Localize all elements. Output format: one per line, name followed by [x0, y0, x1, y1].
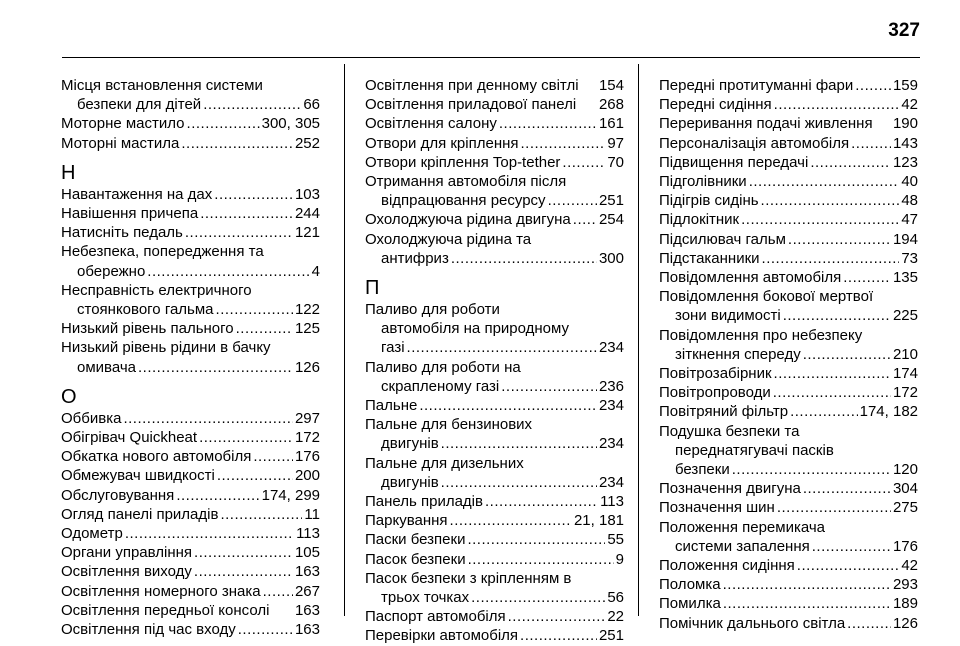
- entry-term: Освітлення передньої консолі: [61, 601, 270, 619]
- entry-page-ref[interactable]: 55: [607, 531, 624, 549]
- index-letter-heading: П: [365, 277, 380, 300]
- index-entry: [659, 76, 918, 95]
- entry-term: Освітлення під час входу: [61, 621, 236, 639]
- entry-page-ref[interactable]: 113: [600, 493, 624, 511]
- entry-page-ref[interactable]: 163: [294, 601, 320, 619]
- entry-term: Переривання подачі живлення: [659, 115, 873, 133]
- index-entry: [61, 428, 320, 447]
- column-divider: [344, 64, 345, 616]
- entry-term: Місця встановлення системи: [61, 77, 263, 94]
- entry-term: Подушка безпеки та: [659, 422, 800, 440]
- entry-page-ref[interactable]: 163: [294, 563, 320, 581]
- dot-leader: [762, 249, 900, 268]
- dot-leader: [203, 95, 301, 114]
- dot-leader: [774, 364, 891, 383]
- index-entry: [659, 518, 918, 556]
- index-entry: [61, 466, 320, 485]
- entry-page-ref[interactable]: 122: [294, 301, 320, 319]
- entry-page-ref[interactable]: 120: [892, 461, 918, 479]
- dot-leader: [467, 530, 605, 549]
- entry-term: скрапленому газі: [381, 377, 500, 395]
- entry-term: Позначення шин: [659, 499, 775, 517]
- index-entry: [61, 562, 320, 581]
- entry-term: омивача: [77, 358, 137, 376]
- entry-page-ref[interactable]: 244: [294, 205, 320, 223]
- entry-term: Освітлення приладової панелі: [365, 96, 577, 114]
- index-entry: [61, 223, 320, 242]
- entry-term: Повідомлення бокової мертвої: [659, 288, 874, 306]
- entry-term: Панель приладів: [365, 493, 483, 511]
- entry-page-ref[interactable]: 163: [294, 621, 320, 639]
- entry-term: Помилка: [659, 595, 721, 613]
- index-entry: [61, 601, 320, 620]
- dot-leader: [777, 498, 891, 517]
- entry-term: Натисніть педаль: [61, 224, 183, 242]
- entry-term: Пасок безпеки з кріпленням в: [365, 569, 572, 587]
- entry-page-ref[interactable]: 251: [598, 192, 624, 210]
- dot-leader: [441, 473, 597, 492]
- dot-leader: [123, 409, 293, 428]
- entry-term: Органи управління: [61, 544, 193, 562]
- index-entry: [61, 281, 320, 319]
- entry-page-ref[interactable]: 9: [615, 550, 624, 568]
- dot-leader: [797, 556, 900, 575]
- dot-leader: [181, 134, 293, 153]
- entry-term: Пальне для дизельних: [365, 454, 524, 472]
- entry-page-ref[interactable]: 48: [901, 192, 918, 210]
- index-entry: [61, 582, 320, 601]
- entry-term: Паски безпеки: [365, 531, 466, 549]
- entry-page-ref[interactable]: 200: [294, 467, 320, 485]
- entry-term: безпеки: [675, 461, 730, 479]
- index-entry: [659, 210, 918, 229]
- entry-page-ref[interactable]: 189: [892, 595, 918, 613]
- entry-page-ref[interactable]: 4: [311, 262, 320, 280]
- dot-leader: [790, 402, 858, 421]
- index-entry: [365, 454, 624, 492]
- dot-leader: [732, 460, 891, 479]
- index-entry: [365, 230, 624, 268]
- entry-page-ref[interactable]: 135: [892, 269, 918, 287]
- dot-leader: [548, 191, 597, 210]
- dot-leader: [200, 204, 293, 223]
- entry-term: Положення сидіння: [659, 557, 795, 575]
- index-entry: [659, 287, 918, 325]
- dot-leader: [788, 230, 891, 249]
- index-entry: [365, 415, 624, 453]
- dot-leader: [187, 114, 260, 133]
- entry-term: Підстаканники: [659, 249, 760, 267]
- index-entry: [659, 594, 918, 613]
- entry-term: Паливо для роботи: [365, 301, 500, 319]
- entry-page-ref[interactable]: 234: [598, 339, 624, 357]
- entry-term: Оббивка: [61, 409, 122, 427]
- index-entry: [365, 626, 624, 645]
- entry-page-ref[interactable]: 268: [598, 96, 624, 114]
- index-entry: [61, 486, 320, 505]
- entry-page-ref[interactable]: 174, 182: [859, 403, 918, 421]
- index-entry: [365, 76, 624, 95]
- index-column-2: [365, 76, 624, 646]
- dot-leader: [847, 614, 891, 633]
- index-entry: [365, 114, 624, 133]
- index-entry: [365, 607, 624, 626]
- index-column-1: [61, 76, 320, 639]
- dot-leader: [147, 262, 309, 281]
- entry-term: Повітропроводи: [659, 384, 771, 402]
- index-entry: [61, 409, 320, 428]
- index-entry: [659, 230, 918, 249]
- dot-leader: [783, 306, 891, 325]
- entry-page-ref[interactable]: 42: [901, 557, 918, 575]
- entry-page-ref[interactable]: 297: [294, 409, 320, 427]
- entry-term: переднатягувачі пасків: [675, 441, 834, 459]
- dot-leader: [451, 249, 597, 268]
- entry-term: Повітряний фільтр: [659, 403, 789, 421]
- dot-leader: [194, 562, 293, 581]
- entry-term: Паркування: [365, 512, 448, 530]
- entry-term: Моторне мастило: [61, 115, 185, 133]
- entry-term: двигунів: [381, 435, 439, 453]
- entry-page-ref[interactable]: 174: [892, 365, 918, 383]
- entry-page-ref[interactable]: 172: [892, 384, 918, 402]
- entry-term: Отримання автомобіля після: [365, 173, 567, 191]
- entry-term: антифриз: [381, 249, 449, 267]
- entry-page-ref[interactable]: 70: [607, 153, 624, 171]
- page-number: 327: [888, 20, 920, 41]
- entry-page-ref[interactable]: 123: [892, 153, 918, 171]
- dot-leader: [450, 511, 572, 530]
- entry-term: зони видимості: [675, 307, 781, 325]
- dot-leader: [723, 594, 891, 613]
- entry-page-ref[interactable]: 126: [892, 614, 918, 632]
- entry-term: Передні протитуманні фари: [659, 77, 854, 94]
- entry-page-ref[interactable]: 22: [607, 608, 624, 626]
- entry-term: Передні сидіння: [659, 96, 772, 114]
- dot-leader: [774, 95, 900, 114]
- entry-page-ref[interactable]: 194: [892, 230, 918, 248]
- entry-term: Несправність електричного: [61, 281, 252, 299]
- dot-leader: [803, 345, 891, 364]
- dot-leader: [843, 268, 891, 287]
- entry-page-ref[interactable]: 176: [892, 537, 918, 555]
- entry-page-ref[interactable]: 21, 181: [573, 512, 624, 530]
- entry-page-ref[interactable]: 121: [294, 224, 320, 242]
- header-rule: [62, 57, 920, 58]
- index-entry: [61, 338, 320, 376]
- dot-leader: [851, 134, 891, 153]
- entry-page-ref[interactable]: 254: [598, 211, 624, 229]
- dot-leader: [199, 428, 293, 447]
- entry-term: безпеки для дітей: [77, 96, 202, 114]
- index-entry: [365, 358, 624, 396]
- entry-term: Пальне: [365, 397, 418, 415]
- entry-term: Персоналізація автомобіля: [659, 134, 850, 152]
- dot-leader: [521, 134, 606, 153]
- index-entry: [61, 76, 320, 114]
- dot-leader: [217, 466, 293, 485]
- entry-term: трьох точках: [381, 589, 470, 607]
- index-entry: [61, 134, 320, 153]
- dot-leader: [176, 486, 259, 505]
- entry-page-ref[interactable]: 47: [901, 211, 918, 229]
- entry-page-ref[interactable]: 143: [892, 134, 918, 152]
- entry-page-ref[interactable]: 236: [598, 377, 624, 395]
- dot-leader: [419, 396, 597, 415]
- dot-leader: [216, 300, 293, 319]
- entry-page-ref[interactable]: 97: [607, 134, 624, 152]
- entry-page-ref[interactable]: 176: [294, 448, 320, 466]
- entry-page-ref[interactable]: 210: [892, 345, 918, 363]
- dot-leader: [573, 210, 597, 229]
- dot-leader: [471, 588, 605, 607]
- index-letter-heading: Н: [61, 161, 76, 184]
- index-entry: [365, 134, 624, 153]
- entry-term: газі: [381, 339, 405, 357]
- index-entry: [365, 172, 624, 210]
- index-entry: [365, 153, 624, 172]
- index-entry: [365, 210, 624, 229]
- index-entry: [659, 268, 918, 287]
- entry-page-ref[interactable]: 174, 299: [261, 486, 320, 504]
- entry-page-ref[interactable]: 190: [892, 115, 918, 133]
- entry-term: Навішення причепа: [61, 205, 199, 223]
- index-entry: [61, 524, 320, 543]
- entry-term: Освітлення виходу: [61, 563, 192, 581]
- index-entry: [659, 326, 918, 364]
- entry-term: Охолоджуюча рідина та: [365, 230, 532, 248]
- dot-leader: [855, 76, 891, 95]
- dot-leader: [468, 550, 614, 569]
- entry-term: Освітлення салону: [365, 115, 497, 133]
- index-entry: [61, 114, 320, 133]
- entry-term: Освітлення при денному світлі: [365, 77, 579, 94]
- entry-term: Небезпека, попередження та: [61, 243, 264, 261]
- entry-page-ref[interactable]: 73: [901, 249, 918, 267]
- entry-term: Пасок безпеки: [365, 550, 466, 568]
- entry-page-ref[interactable]: 304: [892, 480, 918, 498]
- index-entry: [61, 620, 320, 639]
- dot-leader: [773, 383, 891, 402]
- index-entry: [365, 492, 624, 511]
- entry-term: Помічник дальнього світла: [659, 614, 846, 632]
- entry-term: Огляд панелі приладів: [61, 505, 219, 523]
- entry-term: Підголівники: [659, 173, 747, 191]
- entry-term: Підвищення передачі: [659, 153, 809, 171]
- index-entry: [659, 479, 918, 498]
- index-entry: [659, 249, 918, 268]
- dot-leader: [520, 626, 597, 645]
- entry-term: Положення перемикача: [659, 518, 826, 536]
- index-entry: [659, 402, 918, 421]
- entry-term: відпрацювання ресурсу: [381, 192, 546, 210]
- entry-term: Низький рівень рідини в бачку: [61, 339, 271, 357]
- entry-term: Навантаження на дах: [61, 185, 213, 203]
- entry-term: Отвори для кріплення: [365, 134, 519, 152]
- entry-term: Обслуговування: [61, 486, 175, 504]
- entry-term: Паливо для роботи на: [365, 358, 521, 376]
- dot-leader: [441, 434, 597, 453]
- dot-leader: [253, 447, 293, 466]
- entry-page-ref[interactable]: 300: [598, 249, 624, 267]
- entry-page-ref[interactable]: 267: [294, 582, 320, 600]
- entry-page-ref[interactable]: 56: [607, 589, 624, 607]
- entry-page-ref[interactable]: 66: [303, 96, 320, 114]
- entry-page-ref[interactable]: 234: [598, 397, 624, 415]
- dot-leader: [238, 620, 293, 639]
- entry-page-ref[interactable]: 300, 305: [261, 115, 320, 133]
- dot-leader: [803, 479, 891, 498]
- entry-page-ref[interactable]: 234: [598, 435, 624, 453]
- entry-term: Освітлення номерного знака: [61, 582, 261, 600]
- index-entry: [61, 319, 320, 338]
- dot-leader: [236, 319, 293, 338]
- dot-leader: [723, 575, 891, 594]
- dot-leader: [138, 358, 293, 377]
- entry-term: Поломка: [659, 576, 721, 594]
- index-entry: [365, 511, 624, 530]
- dot-leader: [220, 505, 302, 524]
- entry-page-ref[interactable]: 103: [294, 185, 320, 203]
- dot-leader: [810, 153, 891, 172]
- index-entry: [61, 447, 320, 466]
- index-entry: [61, 204, 320, 223]
- entry-term: Підігрів сидінь: [659, 192, 759, 210]
- entry-term: Охолоджуюча рідина двигуна: [365, 211, 571, 229]
- index-entry: [61, 185, 320, 204]
- dot-leader: [214, 185, 293, 204]
- entry-term: автомобіля на природному: [381, 320, 569, 338]
- index-entry: [61, 543, 320, 562]
- dot-leader: [812, 537, 891, 556]
- entry-page-ref[interactable]: 251: [598, 627, 624, 645]
- index-entry: [659, 575, 918, 594]
- dot-leader: [749, 172, 900, 191]
- entry-term: Обмежувач швидкості: [61, 467, 215, 485]
- entry-term: Низький рівень пального: [61, 320, 234, 338]
- entry-term: Обкатка нового автомобіля: [61, 448, 252, 466]
- entry-term: двигунів: [381, 473, 439, 491]
- entry-term: Підлокітник: [659, 211, 740, 229]
- dot-leader: [508, 607, 606, 626]
- dot-leader: [125, 524, 294, 543]
- dot-leader: [185, 223, 293, 242]
- column-divider: [638, 64, 639, 616]
- entry-page-ref[interactable]: 125: [294, 320, 320, 338]
- index-entry: [659, 383, 918, 402]
- index-entry: [61, 505, 320, 524]
- entry-page-ref[interactable]: 154: [598, 77, 624, 94]
- index-entry: [61, 242, 320, 280]
- entry-page-ref[interactable]: 234: [598, 473, 624, 491]
- index-entry: [365, 95, 624, 114]
- dot-leader: [562, 153, 605, 172]
- entry-term: зіткнення спереду: [675, 345, 801, 363]
- index-entry: [365, 569, 624, 607]
- index-entry: [659, 556, 918, 575]
- entry-term: Паспорт автомобіля: [365, 608, 506, 626]
- index-entry: [659, 498, 918, 517]
- entry-page-ref[interactable]: 293: [892, 576, 918, 594]
- entry-page-ref[interactable]: 225: [892, 307, 918, 325]
- index-entry: [659, 614, 918, 633]
- entry-term: Одометр: [61, 525, 123, 543]
- entry-page-ref[interactable]: 42: [901, 96, 918, 114]
- entry-page-ref[interactable]: 126: [294, 358, 320, 376]
- index-column-3: [659, 76, 918, 633]
- index-entry: [659, 191, 918, 210]
- dot-leader: [499, 114, 597, 133]
- dot-leader: [263, 582, 293, 601]
- entry-term: Позначення двигуна: [659, 480, 801, 498]
- entry-term: обережно: [77, 262, 146, 280]
- index-entry: [365, 530, 624, 549]
- entry-page-ref[interactable]: 172: [294, 429, 320, 447]
- dot-leader: [741, 210, 899, 229]
- entry-term: Отвори кріплення Top-tether: [365, 153, 561, 171]
- dot-leader: [194, 543, 293, 562]
- index-entry: [659, 134, 918, 153]
- entry-term: стоянкового гальма: [77, 301, 214, 319]
- entry-page-ref[interactable]: 252: [294, 134, 320, 152]
- dot-leader: [501, 377, 597, 396]
- index-entry: [659, 114, 918, 133]
- entry-page-ref[interactable]: 113: [296, 525, 320, 543]
- entry-page-ref[interactable]: 275: [892, 499, 918, 517]
- entry-page-ref[interactable]: 40: [901, 173, 918, 191]
- entry-term: Перевірки автомобіля: [365, 627, 519, 645]
- index-entry: [659, 153, 918, 172]
- entry-term: системи запалення: [675, 537, 810, 555]
- entry-term: Обігрівач Quickheat: [61, 429, 198, 447]
- entry-term: Підсилювач гальм: [659, 230, 786, 248]
- entry-term: Моторні мастила: [61, 134, 180, 152]
- index-entry: [659, 364, 918, 383]
- index-entry: [365, 550, 624, 569]
- index-letter-heading: О: [61, 385, 77, 408]
- index-entry: [659, 172, 918, 191]
- entry-page-ref[interactable]: 161: [598, 115, 624, 133]
- entry-page-ref[interactable]: 11: [304, 505, 320, 523]
- index-entry: [365, 396, 624, 415]
- entry-term: Повідомлення автомобіля: [659, 269, 842, 287]
- entry-page-ref[interactable]: 159: [892, 77, 918, 94]
- entry-term: Повітрозабірник: [659, 365, 772, 383]
- index-entry: [659, 95, 918, 114]
- dot-leader: [407, 338, 597, 357]
- entry-term: Повідомлення про небезпеку: [659, 326, 863, 344]
- index-entry: [659, 422, 918, 480]
- index-entry: [365, 300, 624, 358]
- entry-page-ref[interactable]: 105: [294, 544, 320, 562]
- dot-leader: [485, 492, 598, 511]
- entry-term: Пальне для бензинових: [365, 416, 533, 434]
- dot-leader: [761, 191, 900, 210]
